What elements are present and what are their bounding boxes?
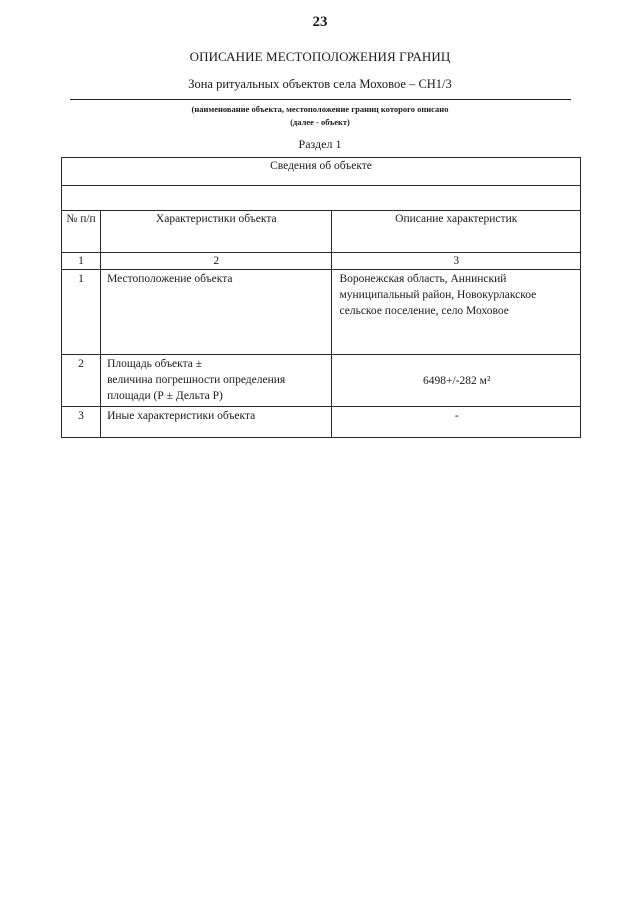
column-number-2: 2 [101, 253, 332, 270]
column-header-num: № п/п [62, 211, 101, 253]
column-number-1: 1 [62, 253, 101, 270]
row-number: 1 [62, 270, 101, 355]
table-title-row [62, 158, 581, 186]
object-name-caption [0, 103, 640, 129]
table-row [62, 407, 581, 438]
table-row [62, 270, 581, 355]
row-description [332, 407, 581, 438]
row-number: 3 [62, 407, 101, 438]
table-row [62, 355, 581, 407]
characteristic-line: площади (Р ± Дельта Р) [107, 390, 223, 402]
description-line: сельское поселение, село Моховое [339, 305, 509, 317]
row-description [332, 270, 581, 355]
caption-line-1: (наименование объекта, местоположение границ которого описано [191, 104, 449, 114]
row-characteristic [101, 270, 332, 355]
characteristic-line: Иные характеристики объекта [107, 410, 256, 422]
table-column-numbers [62, 253, 581, 270]
caption-line-2: (далее - объект) [290, 117, 350, 127]
column-number-3: 3 [332, 253, 581, 270]
object-name-underline [70, 99, 571, 100]
section-label: Раздел 1 [298, 137, 342, 151]
table-blank-row [62, 186, 581, 211]
table-title: Сведения об объекте [62, 158, 581, 186]
row-number: 2 [62, 355, 101, 407]
page-number: 23 [312, 14, 328, 30]
column-header-description: Описание характеристик [332, 211, 581, 253]
table-blank-cell [62, 186, 581, 211]
row-description [332, 355, 581, 407]
document-title: ОПИСАНИЕ МЕСТОПОЛОЖЕНИЯ ГРАНИЦ [189, 49, 451, 64]
description-line: 6498+/-282 м² [423, 374, 491, 387]
table-column-headers [62, 211, 581, 253]
row-characteristic [101, 407, 332, 438]
row-characteristic [101, 355, 332, 407]
characteristic-line: величина погрешности определения [107, 374, 286, 386]
description-line: Воронежская область, Аннинский [339, 273, 507, 285]
description-line: - [454, 410, 459, 422]
object-name: Зона ритуальных объектов села Моховое – СН1/3 [188, 77, 452, 91]
description-line: муниципальный район, Новокурлакское [339, 289, 537, 301]
object-info-table [61, 157, 581, 438]
characteristic-line: Местоположение объекта [107, 273, 233, 285]
column-header-characteristic: Характеристики объекта [101, 211, 332, 253]
characteristic-line: Площадь объекта ± [107, 358, 203, 370]
